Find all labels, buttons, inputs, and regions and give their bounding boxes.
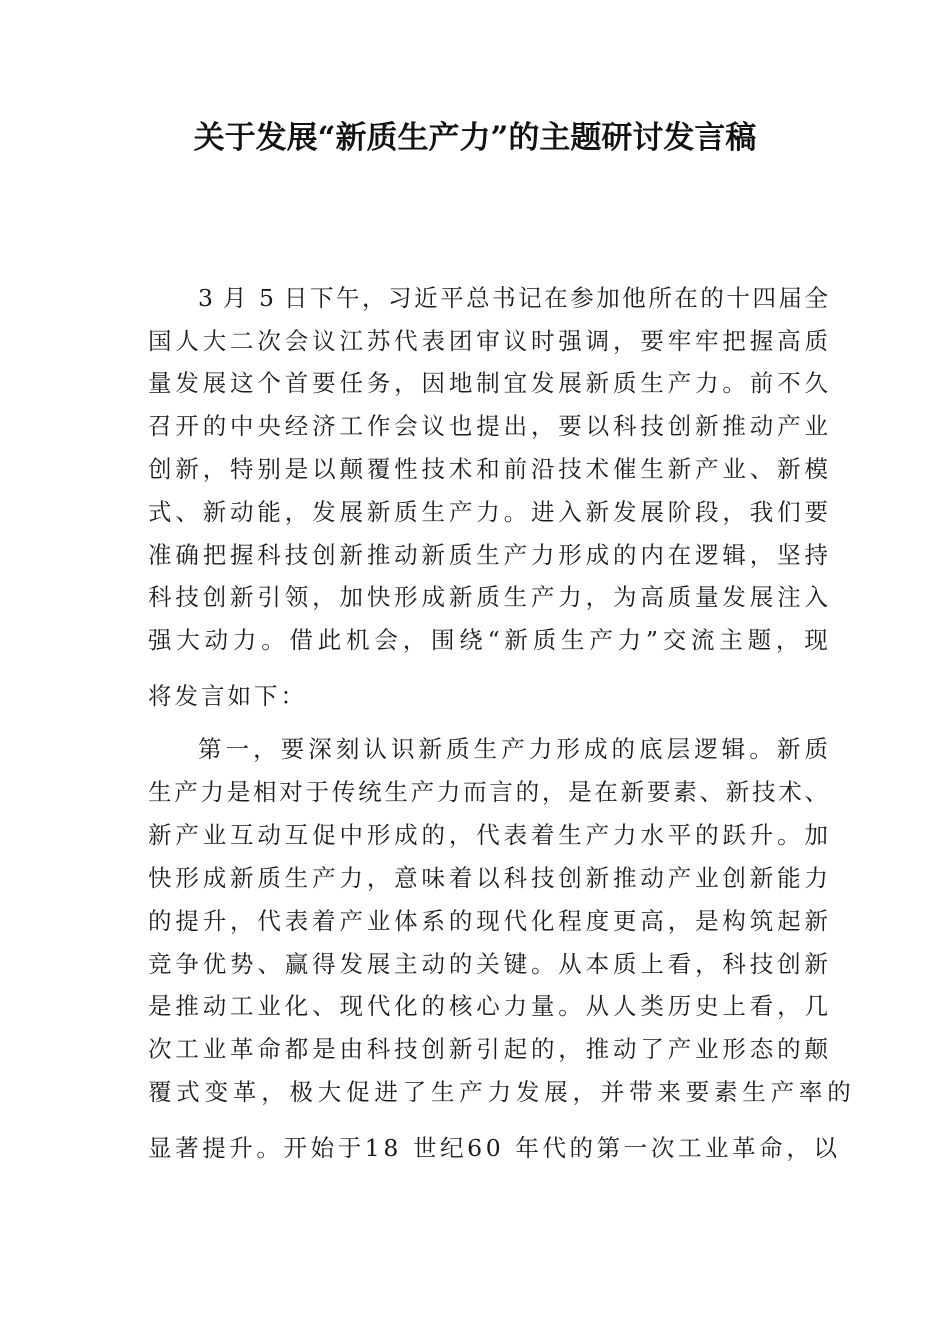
paragraph-2-line-8: 次工业革命都是由科技创新引起的，推动了产业形态的颠	[148, 1035, 828, 1063]
paragraph-2-line-9: 覆式变革，极大促进了生产力发展，并带来要素生产率的	[148, 1078, 856, 1106]
paragraph-2-line-5: 的提升，代表着产业体系的现代化程度更高，是构筑起新	[148, 907, 828, 935]
paragraph-1-line-5: 创新，特别是以颠覆性技术和前沿技术催生新产业、新模	[148, 455, 828, 483]
paragraph-1-line-7: 准确把握科技创新推动新质生产力形成的内在逻辑，坚持	[148, 541, 828, 569]
paragraph-2-line-10: 显著提升。开始于18 世纪60 年代的第一次工业革命，以	[148, 1134, 841, 1162]
paragraph-1-line-6: 式、新动能，发展新质生产力。进入新发展阶段，我们要	[148, 498, 828, 526]
paragraph-1-line-8: 科技创新引领，加快形成新质生产力，为高质量发展注入	[148, 583, 828, 611]
paragraph-2-line-1: 第一，要深刻认识新质生产力形成的底层逻辑。新质	[198, 735, 828, 763]
paragraph-2-line-2: 生产力是相对于传统生产力而言的，是在新要素、新技术、	[148, 778, 828, 806]
paragraph-1-line-9: 强大动力。借此机会，围绕“新质生产力”交流主题，现	[148, 626, 833, 654]
paragraph-1-line-2: 国人大二次会议江苏代表团审议时强调，要牢牢把握高质	[148, 327, 828, 355]
paragraph-1-line-1: 3 月 5 日下午，习近平总书记在参加他所在的十四届全	[198, 284, 828, 312]
paragraph-2-line-7: 是推动工业化、现代化的核心力量。从人类历史上看，几	[148, 992, 828, 1020]
paragraph-1-line-10: 将发言如下：	[148, 682, 307, 710]
paragraph-1-line-4: 召开的中央经济工作会议也提出，要以科技创新推动产业	[148, 412, 828, 440]
paragraph-2-line-3: 新产业互动互促中形成的，代表着生产力水平的跃升。加	[148, 821, 828, 849]
document-title: 关于发展“新质生产力”的主题研讨发言稿	[193, 120, 757, 156]
paragraph-1-line-3: 量发展这个首要任务，因地制宜发展新质生产力。前不久	[148, 369, 828, 397]
paragraph-2-line-4: 快形成新质生产力，意味着以科技创新推动产业创新能力	[148, 864, 828, 892]
paragraph-2-line-6: 竞争优势、赢得发展主动的关键。从本质上看，科技创新	[148, 950, 828, 978]
